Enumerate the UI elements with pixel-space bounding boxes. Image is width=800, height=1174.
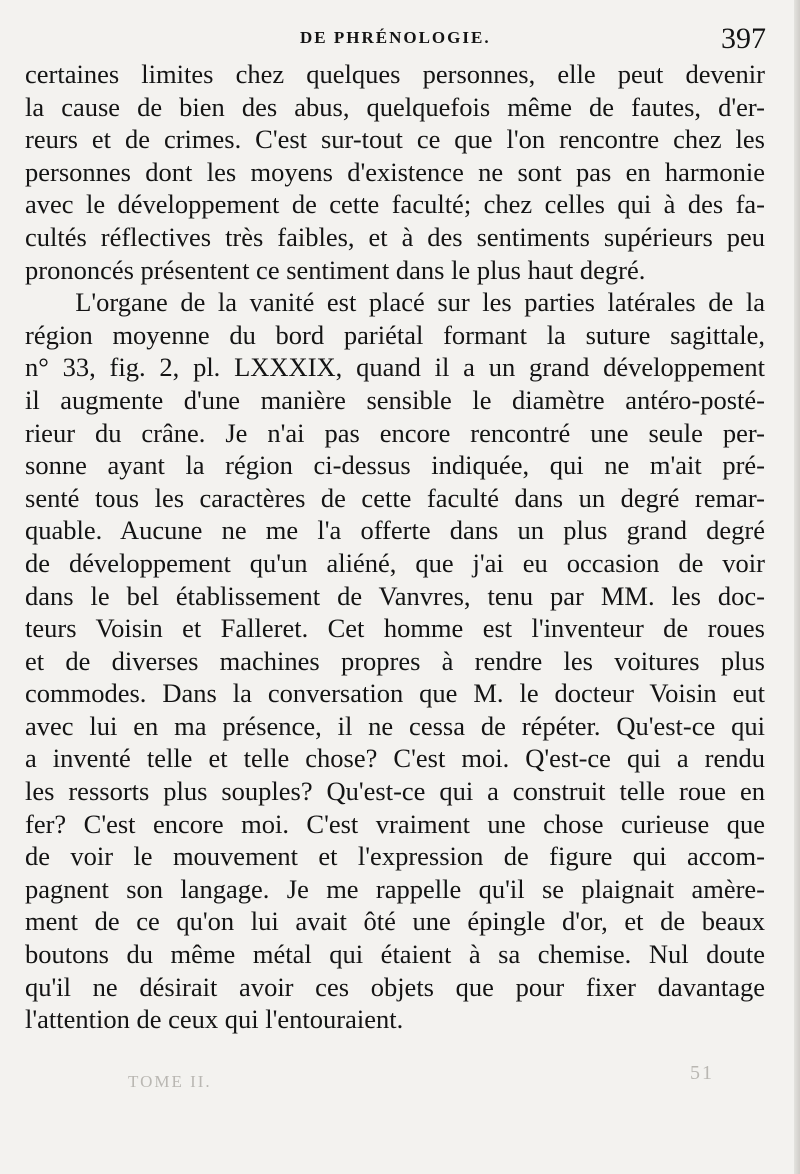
text-line: personnes dont les moyens d'existence ne sont pas en harmonie — [25, 156, 765, 187]
text-line: avec le développement de cette faculté; chez celles qui à des fa- — [25, 189, 765, 220]
text-line: cultés réflectives très faibles, et à des sentiments supérieurs peu — [25, 221, 765, 252]
text-line: la cause de bien des abus, quelquefois même de fautes, d'er- — [25, 91, 765, 122]
text-line: dans le bel établissement de Vanvres, tenu par MM. les doc- — [25, 580, 765, 611]
text-line: de développement qu'un aliéné, que j'ai eu occasion de voir — [25, 547, 765, 578]
text-line: l'attention de ceux qui l'entouraient. — [25, 1004, 404, 1035]
text-line: avec lui en ma présence, il ne cessa de répéter. Qu'est-ce qui — [25, 710, 765, 741]
body-text — [25, 58, 765, 1036]
bleed-through-sheet-number: 51 — [690, 1062, 714, 1084]
text-line: qu'il ne désirait avoir ces objets que pour fixer davantage — [25, 971, 765, 1002]
page-edge — [794, 0, 800, 1174]
text-line: région moyenne du bord pariétal formant la suture sagittale, — [25, 319, 765, 350]
text-line: boutons du même métal qui étaient à sa chemise. Nul doute — [25, 939, 765, 970]
text-line: quable. Aucune ne me l'a offerte dans un plus grand degré — [25, 515, 765, 546]
text-line: pagnent son langage. Je me rappelle qu'il se plaignait amère- — [25, 873, 765, 904]
running-head — [0, 22, 800, 62]
text-line: prononcés présentent ce sentiment dans le plus haut degré. — [25, 254, 646, 285]
text-line: senté tous les caractères de cette faculté dans un degré remar- — [25, 482, 765, 513]
page-number: 397 — [721, 22, 766, 55]
text-line: fer? C'est encore moi. C'est vraiment une chose curieuse que — [25, 808, 765, 839]
text-line: les ressorts plus souples? Qu'est-ce qui a construit telle roue en — [25, 776, 765, 807]
text-line: teurs Voisin et Falleret. Cet homme est l'inventeur de roues — [25, 613, 765, 644]
text-line: commodes. Dans la conversation que M. le docteur Voisin eut — [25, 678, 765, 709]
text-line: rieur du crâne. Je n'ai pas encore rencontré une seule per- — [25, 417, 765, 448]
text-line: sonne ayant la région ci-dessus indiquée, qui ne m'ait pré- — [25, 450, 765, 481]
text-line: et de diverses machines propres à rendre les voitures plus — [25, 645, 765, 676]
running-head-title: DE PHRÉNOLOGIE. — [300, 28, 491, 47]
text-line: ment de ce qu'on lui avait ôté une épingle d'or, et de beaux — [25, 906, 765, 937]
text-line: a inventé telle et telle chose? C'est moi. Q'est-ce qui a rendu — [25, 743, 765, 774]
text-line: certaines limites chez quelques personnes, elle peut devenir — [25, 59, 765, 89]
text-line: de voir le mouvement et l'expression de figure qui accom- — [25, 841, 765, 872]
text-line: L'organe de la vanité est placé sur les parties latérales de la — [25, 287, 765, 318]
bleed-through-signature: TOME II. — [128, 1072, 212, 1091]
text-line: reurs et de crimes. C'est sur-tout ce que l'on rencontre chez les — [25, 124, 765, 155]
text-line: il augmente d'une manière sensible le diamètre antéro-posté- — [25, 384, 765, 415]
text-line: n° 33, fig. 2, pl. LXXXIX, quand il a un grand développement — [25, 352, 765, 383]
